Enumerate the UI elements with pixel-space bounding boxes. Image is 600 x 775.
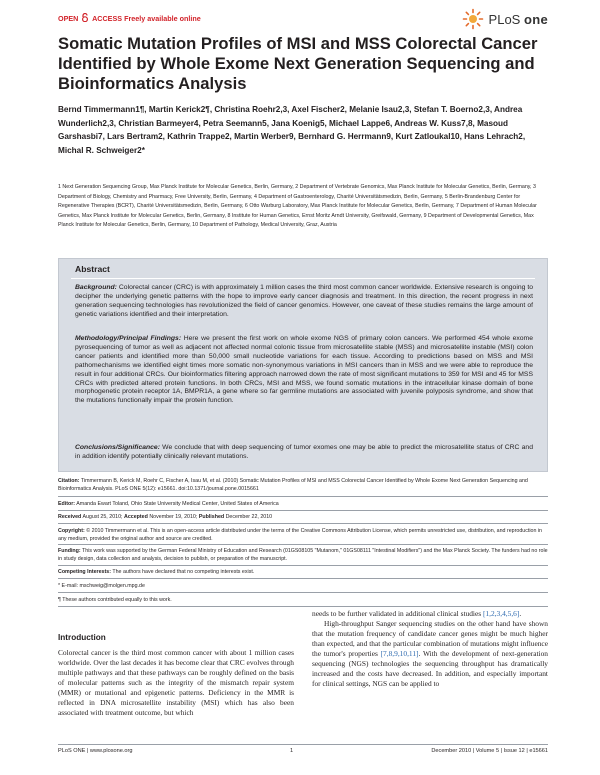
- divider: [58, 510, 548, 511]
- divider: [58, 523, 548, 524]
- access-label: ACCESS: [92, 14, 123, 23]
- footer-divider: [58, 744, 548, 745]
- background-text: Colorectal cancer (CRC) is with approximately 1 million cases the third most common cancer worldwide. Extensive research is ongoing to decipher the underlying genetic patterns with the hope to improve early cancer diagnosis and treatment. In this direction, the recent progress in next generation sequencing technologies has revolutionized the field of cancer genomics. However, one caveat of these studies remains the large amount of genetic variations identified and their interpretation.: [75, 284, 534, 318]
- citation: Citation: Timmermann B, Kerick M, Roehr C, Fischer A, Isau M, et al. (2010) Somatic Mutation Profiles of MSI and MSS Colorectal Cancer Identified by Whole Exome Next Generation Sequencing and Bioinformatics Analysis. PLoS ONE 5(12): e15661. doi:10.1371/journal.pone.0015661: [58, 478, 528, 493]
- open-access-banner: [58, 13, 201, 23]
- page-number: 1: [290, 748, 294, 754]
- footer-journal: PLoS ONE | www.plosone.org: [58, 748, 133, 754]
- plos-wordmark: PLoS one: [488, 11, 548, 27]
- background-label: Background:: [75, 284, 117, 291]
- divider: [58, 606, 548, 607]
- right-paragraph-2: High-throughput Sanger sequencing studies on the other hand have shown that the mutation frequency of candidate cancer genes might be much higher than expected, and that the particular combination of mutations might influence the tumor's properties [7,8,9,10,11]. With the development of next-generation sequencing (NGS) technologies the sequencing throughput has dramatically increased and the costs have decreased. In addition, and especially important for clinical settings, NGS can be applied to: [312, 619, 549, 688]
- citation-link[interactable]: [7,8,9,10,11]: [380, 649, 419, 658]
- intro-right-column: [312, 609, 548, 689]
- dates: Received August 25, 2010; Accepted November 19, 2010; Published December 22, 2010: [58, 514, 273, 520]
- plos-one-logo: [462, 8, 548, 30]
- methods-text: Here we present the first work on whole exome NGS of primary colon cancers. We performed 454 whole exome pyrosequencing of tumor as well as adjacent not affected normal colonic tissue from microsatellite stable (MSS) and microsatellite instable (MSI) colon cancer patients and identified more than 50,000 small nucleotide variations for each tissue. According to predictions based on MSS and MSI pathomechanisms we identified eight times more somatic non-synonymous variations in MSI cancers than in MSS and we were able to reproduce the result in four additional CRCs. Our bioinformatics filtering approach narrowed down the rate of most significant mutations to 359 for MSI and 45 for MSS CRCs with predicted altered protein functions. In both CRCs, MSI and MSS, we found somatic mutations in the intracellular kinase domain of bone morphogenetic protein receptor 1A, BMPR1A, a gene where so far germline mutations are associated with juvenile polyposis syndrome, and show that the mutations functionally impair the protein function.: [75, 335, 534, 405]
- footer-issue: December 2010 | Volume 5 | Issue 12 | e15661: [431, 748, 548, 754]
- freely-available-label: Freely available online: [124, 14, 201, 23]
- abstract-background: [75, 284, 533, 320]
- abstract-heading: Abstract: [75, 264, 110, 274]
- article-title: Somatic Mutation Profiles of MSI and MSS Colorectal Cancer Identified by Whole Exome Next Generation Sequencing and Bioinformatics Analysis: [58, 34, 538, 93]
- introduction-heading: Introduction: [58, 633, 106, 642]
- email-line: * E-mail: mschweig@molgen.mpg.de: [58, 583, 145, 589]
- open-lock-icon: [81, 13, 89, 22]
- intro-left-column: Colorectal cancer is the third most common cancer with about 1 million cases worldwide. Over the last decades it has become clear that CRC evolves through multiple pathways and that these pathways can be roughly defined on the basis of molecular patterns such as the integrity of the mismatch repair system (MMR) or mutational and epigenetic patterns. Deficiency in the MMR is reflected in DNA microsatellite instability (MSI) which has also been associated with treatment outcome, but which: [58, 648, 294, 717]
- editor: Editor: Amanda Ewart Toland, Ohio State University Medical Center, United States of America: [58, 501, 279, 507]
- conclusions-text: We conclude that with deep sequencing of tumor exomes one may be able to predict the microsatellite status of CRC and in addition identify potentially clinically relevant mutations.: [75, 444, 533, 460]
- abstract-divider: [71, 278, 535, 279]
- equal-contribution-line: ¶ These authors contributed equally to this work.: [58, 597, 172, 603]
- divider: [58, 496, 548, 497]
- divider: [58, 565, 548, 566]
- funding: Funding: This work was supported by the German Federal Ministry of Education and Research (01GS08105 "Mutanom," 01GS08111 "Intestinal Modifiers") and the Max Planck Society. The funders had no role in study design, data collection and analysis, decision to publish, or preparation of the manuscript.: [58, 548, 548, 563]
- header-bar: [58, 10, 548, 30]
- copyright: Copyright: © 2010 Timmermann et al. This is an open-access article distributed under the terms of the Creative Commons Attribution License, which permits unrestricted use, distribution, and reproduction in any medium, provided the original author and source are credited.: [58, 528, 542, 543]
- abstract-conclusions: [75, 444, 533, 462]
- divider: [58, 592, 548, 593]
- affiliations: 1 Next Generation Sequencing Group, Max Planck Institute for Molecular Genetics, Berlin, Germany, 2 Department of Vertebrate Genomics, Max Planck Institute for Molecular Genetics, Berlin, Germany, 3 Department of Biology, Chemistry and Pharmacy, Free University, Berlin, Germany, 4 Department of Gastroenterology, Charité Universitätsmedizin, Berlin, Germany, 5 Berlin-Brandenburg Center for Regenerative Therapies (BCRT), Charité Universitätsmedizin, Berlin, Germany, 6 Otto Warburg Laboratory, Max Planck Institute for Molecular Genetics, Berlin, Germany, 7 Department of Human Molecular Genetics, Max Planck Institute for Molecular Genetics, Berlin, Germany, 8 Institute for Human Genetics, Ernst Moritz Arndt University, Greifswald, Germany, 9 Department of Developmental Genetics, Max Planck Institute for Molecular Genetics, Berlin, Germany, 10 Department of Pathology, Medical University, Graz, Austria: [58, 184, 537, 229]
- abstract-methods: [75, 335, 533, 406]
- competing-interests: Competing Interests: The authors have declared that no competing interests exist.: [58, 569, 255, 575]
- methods-label: Methodology/Principal Findings:: [75, 335, 182, 342]
- open-label: OPEN: [58, 14, 79, 23]
- divider: [58, 578, 548, 579]
- conclusions-label: Conclusions/Significance:: [75, 444, 160, 451]
- plos-sun-icon: [462, 8, 484, 30]
- abstract-box: [58, 258, 548, 472]
- author-list: Bernd Timmermann1¶, Martin Kerick2¶, Christina Roehr2,3, Axel Fischer2, Melanie Isau2,3, Stefan T. Boerno2,3, Andrea Wunderlich2,3, Christian Barmeyer4, Petra Seemann5, Jana Koenig5, Michael Lappe6, Andreas W. Kuss7,8, Masoud Garshasbi7, Lars Bertram2, Kathrin Trappe2, Martin Werber9, Bernhard G. Herrmann9, Kurt Zatloukal10, Hans Lehrach2, Michal R. Schweiger2*: [58, 105, 526, 155]
- right-paragraph-1: needs to be further validated in additional clinical studies [1,2,3,4,5,6].: [312, 609, 522, 618]
- citation-link[interactable]: [1,2,3,4,5,6]: [482, 609, 520, 618]
- divider: [58, 544, 548, 545]
